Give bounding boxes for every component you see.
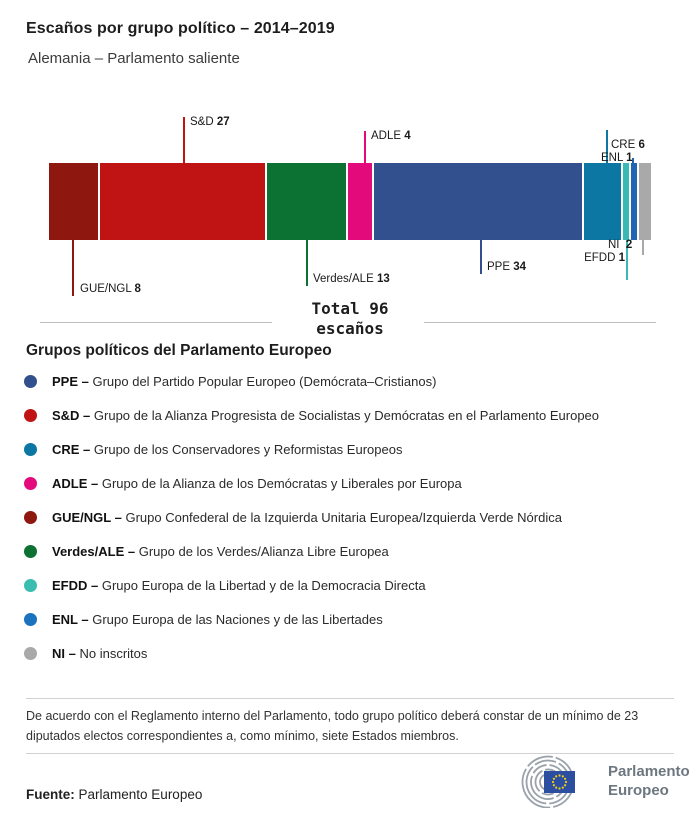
stacked-bar xyxy=(49,163,651,240)
legend-item-ppe xyxy=(24,364,688,398)
bar-segment-adle xyxy=(348,163,372,240)
ep-hemicycle-flag-icon xyxy=(514,754,602,808)
bar-segment-guengl xyxy=(49,163,98,240)
legend-item-label: CRE – Grupo de los Conservadores y Reformistas Europeos xyxy=(52,441,403,457)
leader-line-ppe xyxy=(480,240,482,274)
bar-label-verdesale: Verdes/ALE 13 xyxy=(313,273,390,285)
source-line xyxy=(26,787,202,802)
legend-item-label: GUE/NGL – Grupo Confederal de la Izquierda Unitaria Europea/Izquierda Verde Nórdica xyxy=(52,509,562,525)
bar-label-cre: CRE 6 xyxy=(611,139,645,151)
legend-color-dot xyxy=(24,375,37,388)
total-seats-line2: escaños xyxy=(316,319,384,338)
bar-label-adle: ADLE 4 xyxy=(371,130,411,142)
bar-segment-ppe xyxy=(374,163,582,240)
bar-segment-sd xyxy=(100,163,265,240)
legend-color-dot xyxy=(24,647,37,660)
leader-line-sd xyxy=(183,117,185,163)
footer-divider-top xyxy=(26,698,674,699)
legend-color-dot xyxy=(24,443,37,456)
legend-item-efdd xyxy=(24,568,688,602)
legend-color-dot xyxy=(24,545,37,558)
european-parliament-logo xyxy=(514,754,690,808)
legend-item-label: NI – No inscritos xyxy=(52,645,148,661)
bar-label-ni: NI 2 xyxy=(608,239,633,251)
leader-line-ni xyxy=(642,240,644,255)
bar-label-efdd: EFDD 1 xyxy=(584,252,625,264)
legend-item-label: S&D – Grupo de la Alianza Progresista de Socialistas y Demócratas en el Parlamento Europeo xyxy=(52,407,600,423)
bar-label-guengl: GUE/NGL 8 xyxy=(80,283,141,295)
footnote: De acuerdo con el Reglamento interno del Parlamento, todo grupo político deberá constar de un mínimo de 23 diputados electos correspondientes a, como mínimo, siete Estados miembros. xyxy=(26,709,639,743)
divider-left xyxy=(40,322,272,323)
legend-color-dot xyxy=(24,511,37,524)
legend-item-label: ENL – Grupo Europa de las Naciones y de las Libertades xyxy=(52,611,383,627)
legend-item-label: Verdes/ALE – Grupo de los Verdes/Alianza Libre Europea xyxy=(52,543,389,559)
bar-segment-enl xyxy=(631,163,637,240)
legend-list xyxy=(24,364,688,670)
divider-right xyxy=(424,322,656,323)
leader-line-guengl xyxy=(72,240,74,296)
bar-label-sd: S&D 27 xyxy=(190,116,230,128)
page-subtitle: Alemania – Parlamento saliente xyxy=(28,50,240,67)
legend-item-guengl xyxy=(24,500,688,534)
total-seats-line1: Total 96 xyxy=(311,299,389,318)
legend-color-dot xyxy=(24,613,37,626)
legend-item-ni xyxy=(24,636,688,670)
bar-label-ppe: PPE 34 xyxy=(487,261,527,273)
legend-item-cre xyxy=(24,432,688,466)
legend-item-sd xyxy=(24,398,688,432)
legend-heading: Grupos políticos del Parlamento Europeo xyxy=(26,342,332,359)
leader-line-adle xyxy=(364,131,366,163)
leader-line-verdesale xyxy=(306,240,308,286)
legend-item-verdesale xyxy=(24,534,688,568)
legend-color-dot xyxy=(24,579,37,592)
eu-flag xyxy=(544,771,575,793)
legend-color-dot xyxy=(24,409,37,422)
bar-label-enl: ENL 1 xyxy=(601,152,633,164)
legend-item-label: PPE – Grupo del Partido Popular Europeo (Demócrata–Cristianos) xyxy=(52,373,437,389)
bar-segment-verdesale xyxy=(267,163,346,240)
legend-item-adle xyxy=(24,466,688,500)
bar-segment-cre xyxy=(584,163,621,240)
logo-wordmark: Parlamento Europeo xyxy=(608,763,690,799)
legend-item-label: ADLE – Grupo de la Alianza de los Demócratas y Liberales por Europa xyxy=(52,475,462,491)
seats-bar-chart xyxy=(0,110,700,342)
source-label: Fuente: xyxy=(26,787,75,802)
legend-item-enl xyxy=(24,602,688,636)
bar-segment-efdd xyxy=(623,163,629,240)
source-value: Parlamento Europeo xyxy=(78,787,203,802)
legend-color-dot xyxy=(24,477,37,490)
bar-segment-ni xyxy=(639,163,651,240)
legend-item-label: EFDD – Grupo Europa de la Libertad y de la Democracia Directa xyxy=(52,577,426,593)
page-title: Escaños por grupo político – 2014–2019 xyxy=(26,20,335,37)
